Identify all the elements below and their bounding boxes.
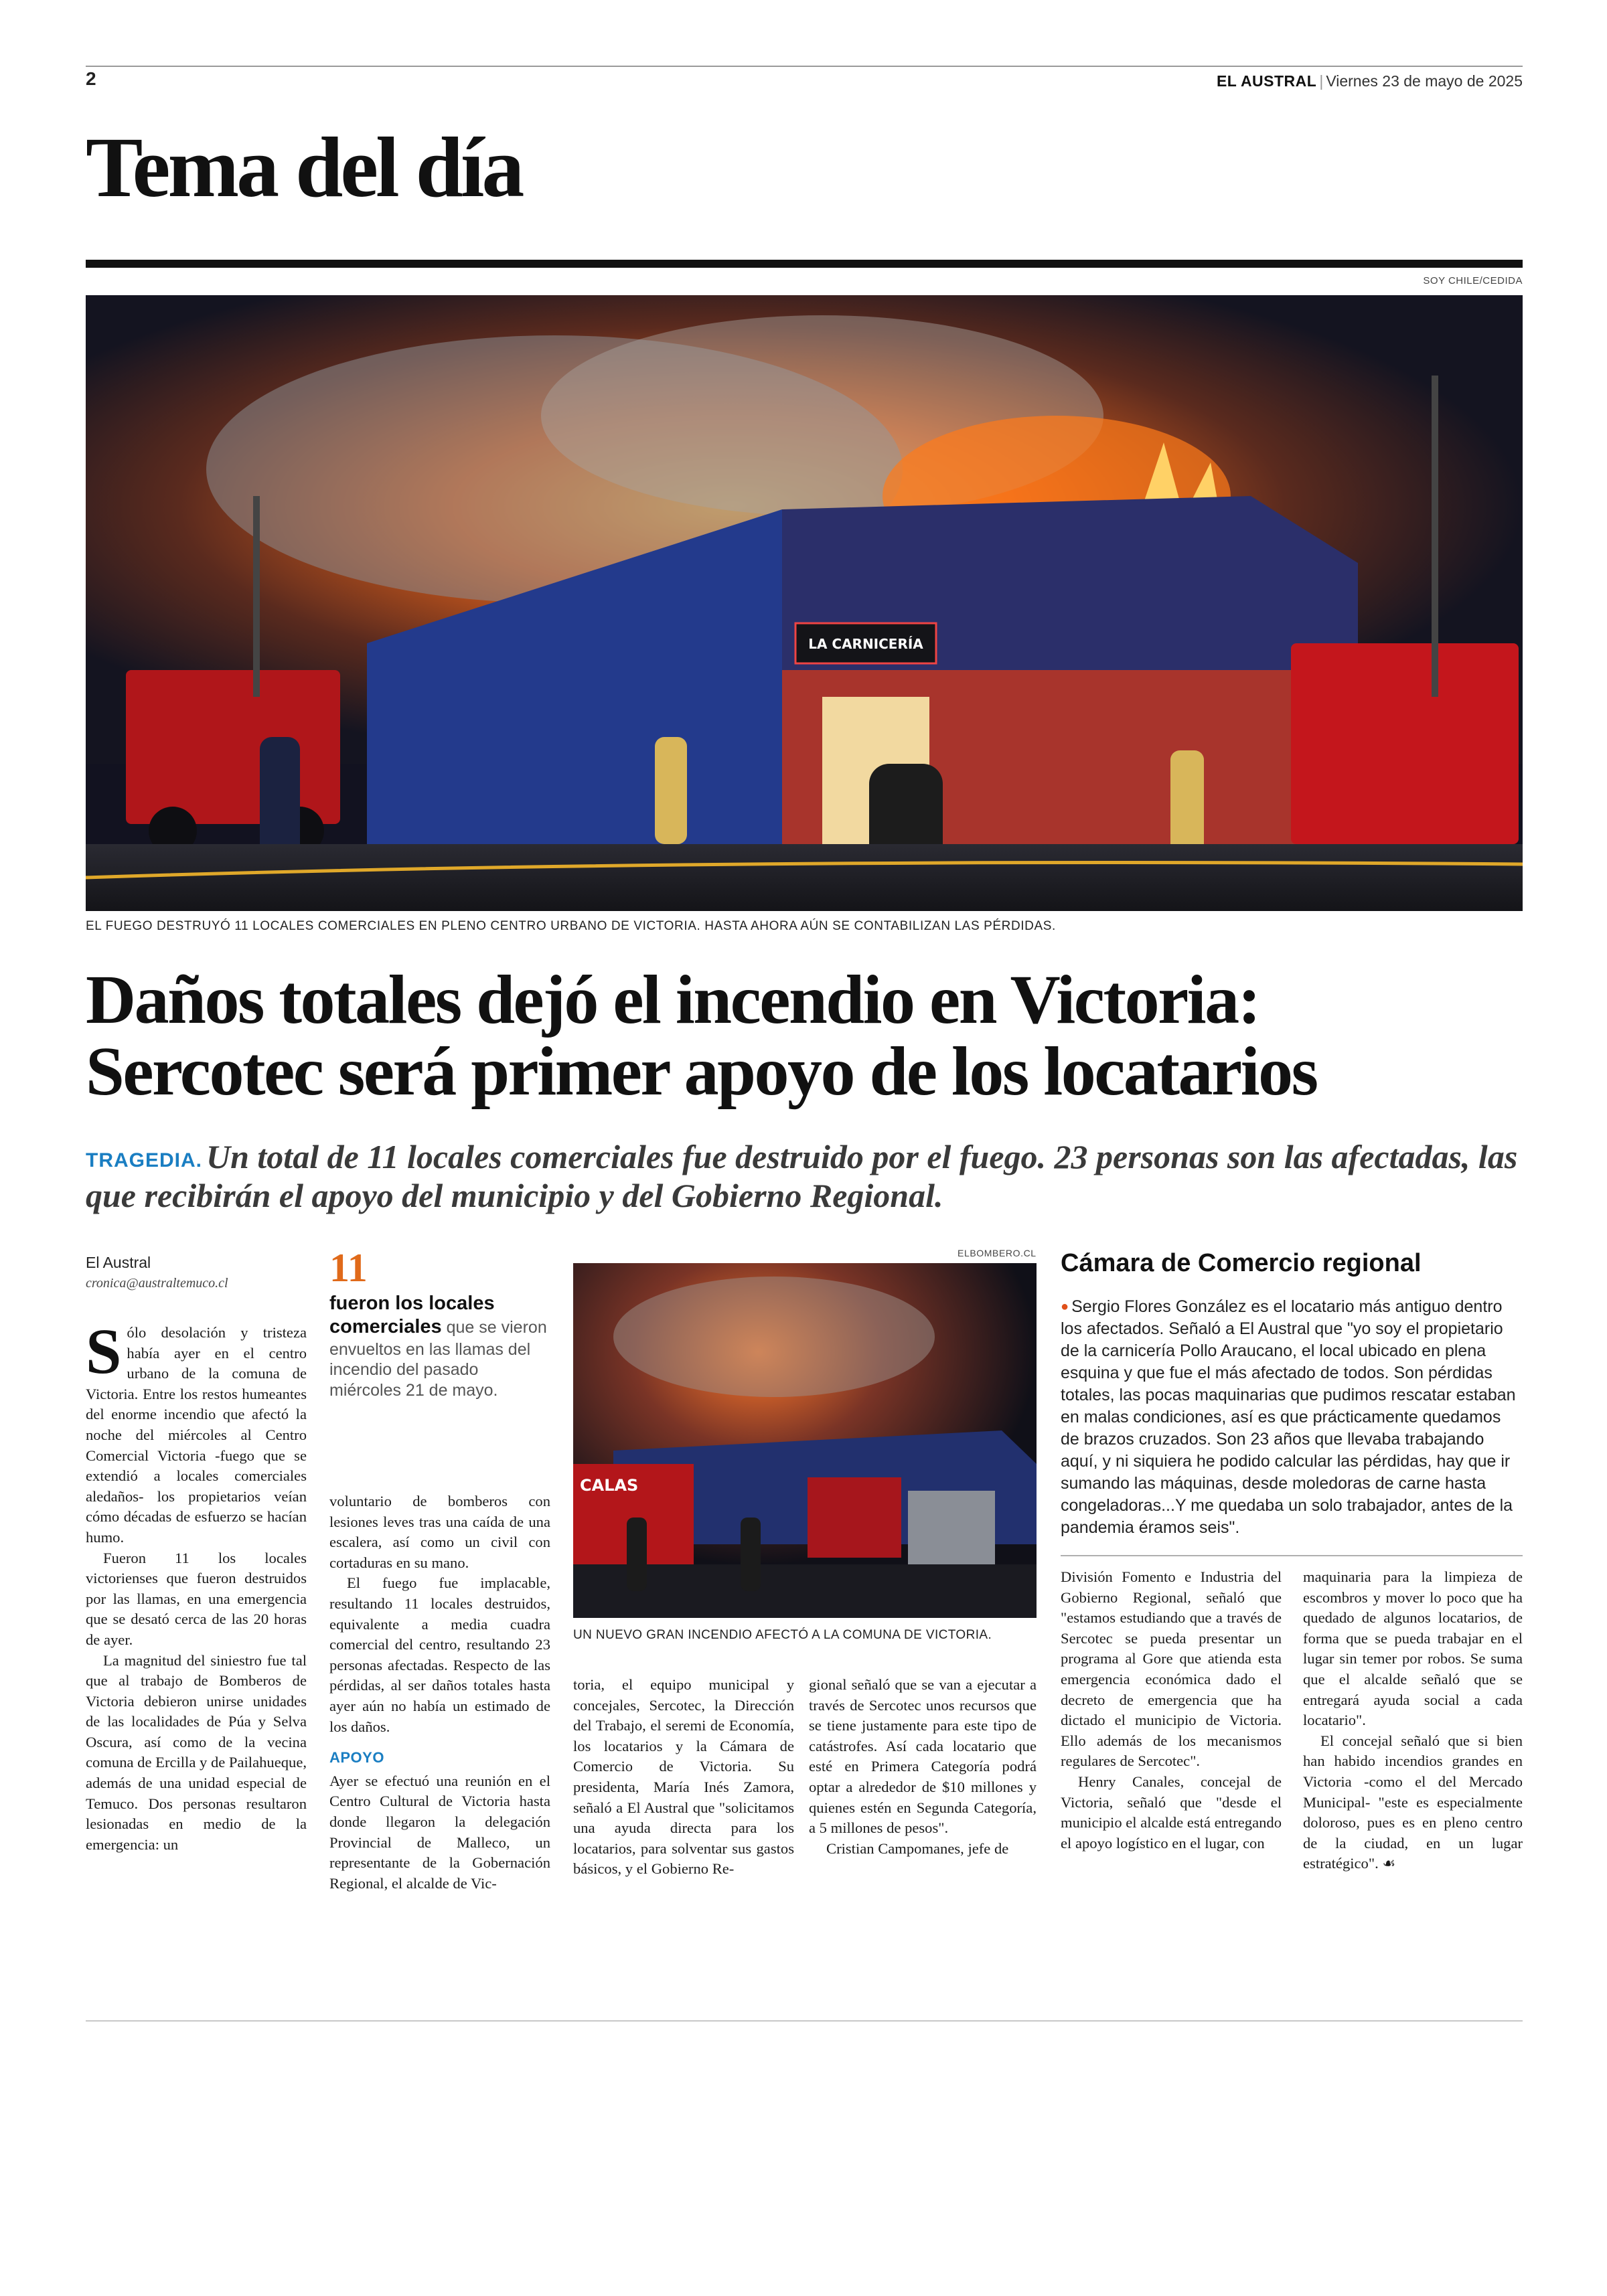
bottom-rule	[86, 2020, 1523, 2022]
firefighter	[655, 737, 687, 844]
sidebar-body: Sergio Flores González es el locatario más antiguo dentro los afectados. Señaló a El Austral que "yo soy el propietario de la carnicería Pollo Araucano, el local ubicado en plena esquina y que fue el más afectado de todos. Son pérdidas totales, las pocas maquinarias que pudimos rescatar estaban en malas condiciones, así es que prácticamente quedamos de brazos cruzados. Son 23 años que llevaba trabajando aquí, y ni siquiera he podido calcular las pérdidas, hay que ir sumando las máquinas, desde moledoras de carne hasta congeladoras...Y me quedaba un solo trabajador, antes de la pandemia éramos seis".	[1061, 1297, 1516, 1537]
main-photo-caption: EL FUEGO DESTRUYÓ 11 LOCALES COMERCIALES EN PLENO CENTRO URBANO DE VICTORIA. HASTA AHORA AÚN SE CONTABILIZAN LAS PÉRDIDAS.	[86, 919, 1056, 933]
paragraph: Fueron 11 los locales victorienses que fueron destruidos por las llamas, en una emergencia que se desató cerca de las 20 horas de ayer.	[86, 1549, 307, 1648]
deck-text: Un total de 11 locales comerciales fue destruido por el fuego. 23 personas son las afectadas, las que recibirán el apoyo del municipio y del Gobierno Regional.	[86, 1138, 1518, 1214]
headline-line-1: Daños totales dejó el incendio en Victoria:	[86, 961, 1259, 1038]
body-column-2	[329, 1491, 550, 1894]
firefighter	[741, 1518, 761, 1591]
stat-box	[329, 1292, 550, 1400]
firefighter	[627, 1518, 647, 1591]
paragraph: El fuego fue implacable, resultando 11 locales destruidos, equivalente a media cuadra comercial del centro, resultando 23 personas afectadas. Respecto de las pérdidas, al ser daños totales hasta ayer aún no había un estimado de los daños.	[329, 1574, 550, 1735]
paragraph: Ayer se efectuó una reunión en el Centro Cultural de Victoria hasta donde llegaron la delegación Provincial de Malleco, un representante de la Gobernación Regional, el alcalde de Vic-	[329, 1772, 550, 1892]
sidebar-divider	[1061, 1555, 1523, 1556]
top-rule	[86, 66, 1523, 67]
issue-date: Viernes 23 de mayo de 2025	[1326, 72, 1523, 90]
shop-sign-text: LA CARNICERÍA	[808, 636, 923, 652]
paragraph: Cristian Campomanes, jefe de	[826, 1839, 1009, 1857]
fire-truck	[808, 1477, 901, 1558]
vehicle	[908, 1491, 995, 1564]
paragraph: voluntario de bomberos con lesiones leves tras una caída de una escalera, así como un civil con cortaduras en su mano.	[329, 1493, 550, 1571]
fire-truck-left	[126, 670, 340, 824]
stat-number: 11	[329, 1246, 368, 1290]
fire-scene-illustration	[86, 295, 1523, 911]
deck	[86, 1138, 1523, 1215]
fire-truck-right	[1291, 643, 1519, 844]
body-column-4	[809, 1675, 1037, 1859]
bullet-icon: ●	[1061, 1299, 1069, 1314]
street	[86, 844, 1523, 911]
paragraph: Henry Canales, concejal de Victoria, señaló que "desde el municipio el alcalde está entregando el apoyo logístico en el lugar, con	[1061, 1773, 1282, 1852]
main-photo-credit: SOY CHILE/CEDIDA	[1423, 275, 1523, 286]
paragraph-text: El concejal señaló que si bien han habido incendios grandes en Victoria -como el del Mercado Municipal- "este es especialmente doloroso, pues es en pleno centro de la ciudad, en un lugar estratégico".	[1303, 1732, 1523, 1872]
paragraph	[86, 1315, 307, 1548]
body-column-5	[1061, 1567, 1282, 1854]
paragraph-text: ólo desolación y tristeza había ayer en el centro urbano de la comuna de Victoria. Entre los restos humeantes del enorme incendio que afectó la noche del miércoles al Centro Comercial Victoria -fuego que se extendió a locales comerciales aledaños- los propietarios veían cómo décadas de esfuerzo se hacían humo.	[86, 1324, 307, 1546]
paragraph	[1303, 1731, 1523, 1875]
paragraph: maquinaria para la limpieza de escombros y mover lo poco que ha quedado de algunos locatarios, de forma que se pueda trabajar en el lugar sin temer por robos. Se suma que el alcalde señaló que se entregará ayuda social a cada locatario".	[1303, 1568, 1523, 1729]
byline: El Austral	[86, 1254, 151, 1271]
headline	[86, 961, 1523, 1111]
subhead: APOYO	[329, 1749, 384, 1767]
kicker: TRAGEDIA.	[86, 1149, 202, 1171]
page-number: 2	[86, 68, 96, 89]
newspaper-name: EL AUSTRAL	[1216, 72, 1317, 90]
paragraph: La magnitud del siniestro fue tal que al trabajo de Bomberos de Victoria debieron unirse unidades de las localidades de Púa y Selva Oscura, así como de la vecina comuna de Ercilla y de Pailahueque, además de una unidad especial de Temuco. Dos personas resultaron lesionadas en medio de la emergencia: un	[86, 1651, 307, 1853]
stat-description: que se vieron envueltos en las llamas del incendio del pasado miércoles 21 de mayo.	[329, 1318, 547, 1400]
end-mark-icon: ☙	[1382, 1856, 1396, 1873]
byline-email: cronica@australtemuco.cl	[86, 1276, 228, 1291]
masthead-separator: |	[1319, 72, 1324, 90]
secondary-photo-credit: ELBOMBERO.CL	[958, 1248, 1037, 1258]
stat-highlight: fueron los locales comerciales	[329, 1293, 495, 1338]
paragraph: toria, el equipo municipal y concejales, Sercotec, la Dirección del Trabajo, el seremi de Economía, los locatarios y la Cámara de Comercio de Victoria. Su presidenta, María Inés Zamora, señaló a El Austral que "solicitamos una ayuda directa para los locatarios, para solventar sus gastos básicos, y el Gobierno Re-	[573, 1676, 794, 1878]
drop-cap: S	[86, 1315, 122, 1387]
section-title: Tema del día	[86, 120, 522, 215]
section-rule	[86, 260, 1523, 268]
sidebar-text	[1061, 1296, 1523, 1539]
night-fire-illustration	[573, 1263, 1037, 1618]
headline-line-2: Sercotec será primer apoyo de los locatarios	[86, 1033, 1317, 1111]
secondary-photo-caption: UN NUEVO GRAN INCENDIO AFECTÓ A LA COMUNA DE VICTORIA.	[573, 1628, 992, 1642]
secondary-photo	[573, 1263, 1037, 1618]
sidebar-title: Cámara de Comercio regional	[1061, 1249, 1422, 1277]
body-column-6	[1303, 1567, 1523, 1875]
main-photo	[86, 295, 1523, 911]
paragraph: División Fomento e Industria del Gobierno Regional, señaló que "estamos estudiando que a través de Sercotec se pueda presentar un programa al Gore que atienda esta emergencia económica dado el decreto de emergencia que ha dictado el municipio de Victoria. Ello además de los mecanismos regulares de Sercotec".	[1061, 1568, 1282, 1770]
truck-lettering: CALAS	[580, 1476, 639, 1495]
paragraph: gional señaló que se van a ejecutar a través de Sercotec unos recursos que se tiene justamente para este tipo de catástrofes. Así cada locatario que esté en Primera Categoría podrá optar a alrededor de $10 millones y quienes estén en Segunda Categoría, a 5 millones de pesos".	[809, 1676, 1037, 1837]
masthead	[1217, 72, 1523, 90]
body-column-1	[86, 1315, 307, 1855]
body-column-3	[573, 1675, 794, 1880]
